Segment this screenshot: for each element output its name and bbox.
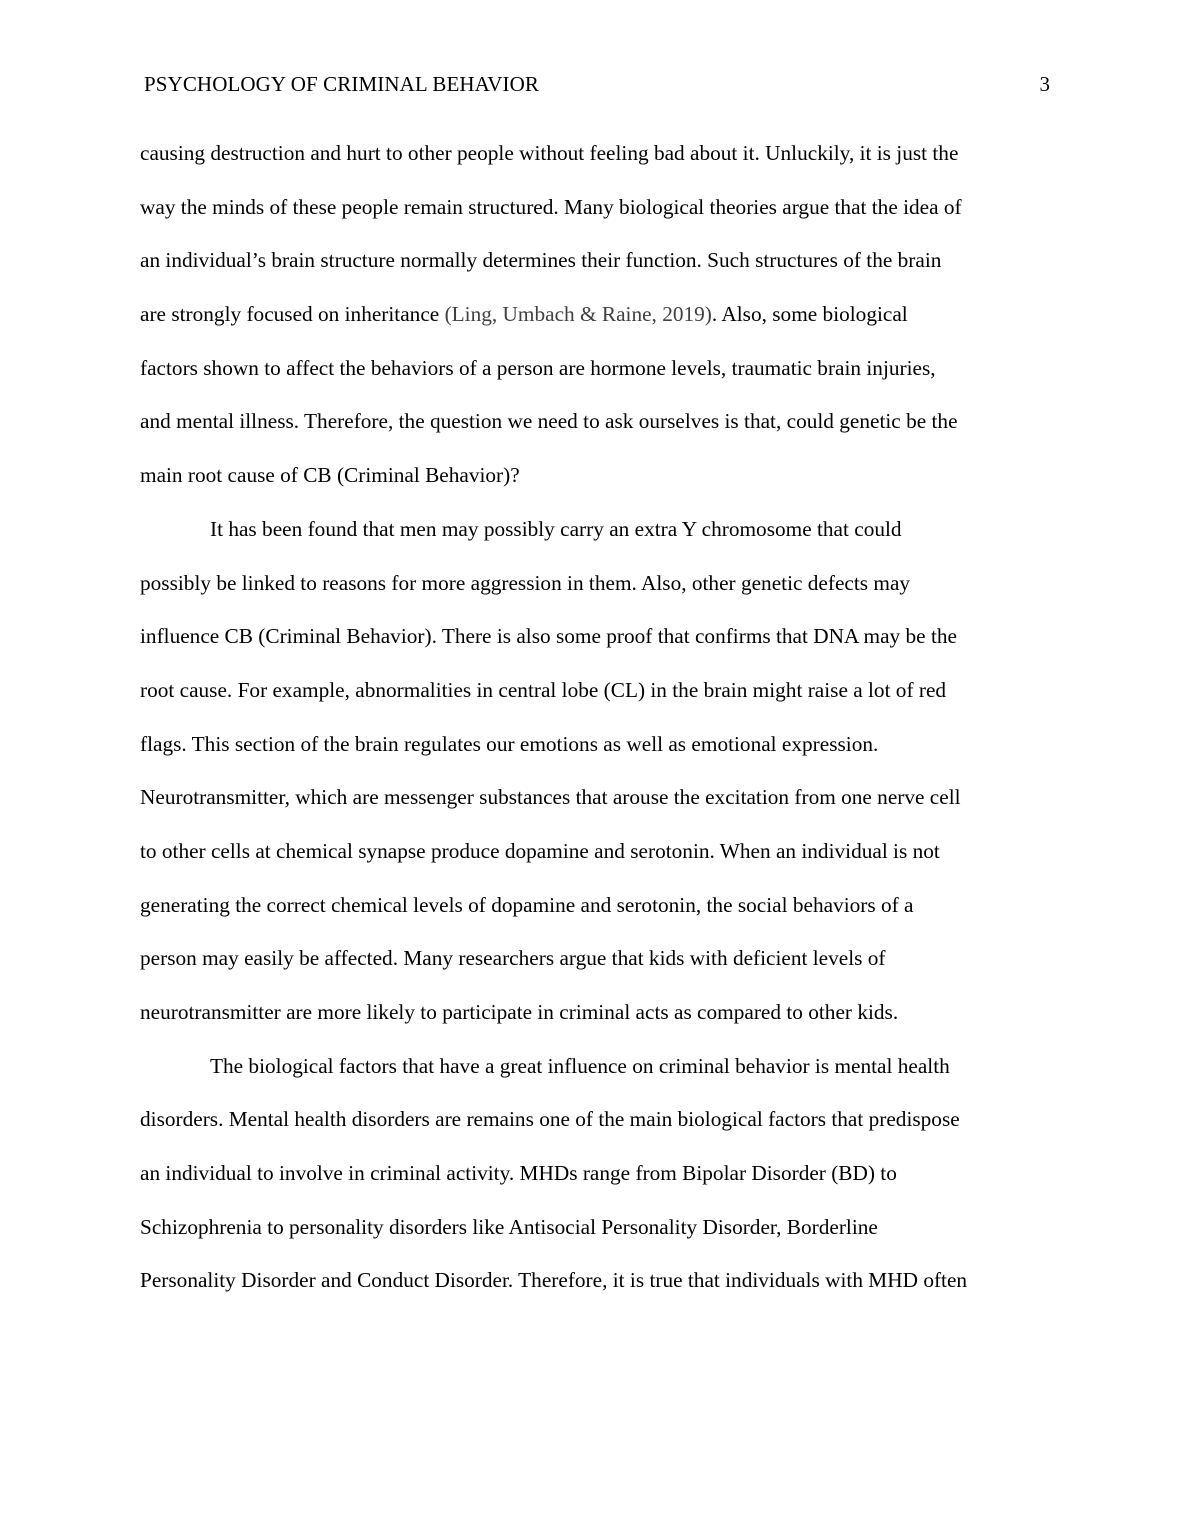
citation: (Ling, Umbach & Raine, 2019) [444,302,712,327]
text-line: influence CB (Criminal Behavior). There is also some proof that confirms that DNA may be the [140,624,957,649]
running-head: PSYCHOLOGY OF CRIMINAL BEHAVIOR [144,72,539,96]
text-line: way the minds of these people remain structured. Many biological theories argue that the idea of [140,194,962,219]
text-line: generating the correct chemical levels of dopamine and serotonin, the social behaviors of a [140,892,914,917]
text-line: Neurotransmitter, which are messenger substances that arouse the excitation from one nerve cell [140,785,961,810]
page-number: 3 [1039,72,1050,96]
text-line: flags. This section of the brain regulates our emotions as well as emotional expression. [140,731,879,756]
text-line: to other cells at chemical synapse produce dopamine and serotonin. When an individual is not [140,838,940,863]
text-line: disorders. Mental health disorders are remains one of the main biological factors that predispose [140,1107,960,1132]
text-line: person may easily be affected. Many researchers argue that kids with deficient levels of [140,946,886,971]
text-line: root cause. For example, abnormalities in central lobe (CL) in the brain might raise a lot of red [140,677,947,702]
text-line: an individual’s brain structure normally determines their function. Such structures of the brain [140,248,942,273]
text-line: factors shown to affect the behaviors of a person are hormone levels, traumatic brain injuries, [140,355,936,380]
text-fragment: . Also, some biological [711,302,908,327]
text-line: possibly be linked to reasons for more aggression in them. Also, other genetic defects may [140,570,911,595]
text-line: Personality Disorder and Conduct Disorder. Therefore, it is true that individuals with MHD often [140,1268,968,1293]
text-line-with-citation [140,288,1060,342]
paragraph-first-line: The biological factors that have a great influence on criminal behavior is mental health [210,1053,950,1078]
body-text [140,127,1060,1308]
text-line: main root cause of CB (Criminal Behavior)? [140,463,520,488]
text-line: causing destruction and hurt to other people without feeling bad about it. Unluckily, it is just the [140,141,959,165]
text-fragment: are strongly focused on inheritance [140,302,445,327]
text-line: Schizophrenia to personality disorders like Antisocial Personality Disorder, Borderline [140,1214,878,1239]
text-line: an individual to involve in criminal activity. MHDs range from Bipolar Disorder (BD) to [140,1161,897,1186]
paragraph-first-line: It has been found that men may possibly carry an extra Y chromosome that could [210,516,902,541]
text-line: neurotransmitter are more likely to participate in criminal acts as compared to other kids. [140,1000,899,1024]
text-line: and mental illness. Therefore, the question we need to ask ourselves is that, could genetic be the [140,409,958,434]
